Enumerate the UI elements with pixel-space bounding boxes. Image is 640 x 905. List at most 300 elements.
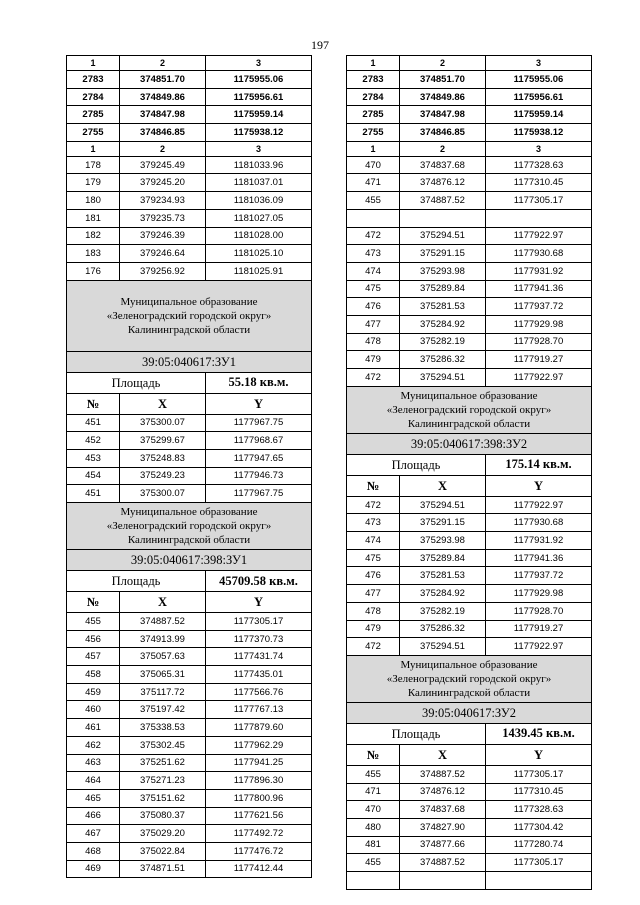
municipality-heading [347, 655, 592, 702]
y-coordinate-cell: 1177947.65 [206, 449, 312, 467]
y-coordinate-cell: 1177929.98 [486, 315, 592, 333]
coordinate-column-headers [347, 475, 592, 496]
y-coordinate-cell: 1177930.68 [486, 245, 592, 263]
point-number-cell: 466 [67, 807, 120, 825]
point-number-cell: 480 [347, 818, 400, 836]
y-coordinate-cell: 1177931.92 [486, 262, 592, 280]
area-value: 1439.45 кв.м. [486, 723, 592, 744]
point-number-cell: 2755 [67, 124, 120, 142]
y-coordinate-cell: 1177941.36 [486, 549, 592, 567]
x-coordinate-cell: 375293.98 [400, 532, 486, 550]
x-coordinate-cell: 375282.19 [400, 333, 486, 351]
table-row [347, 124, 592, 142]
x-coordinate-cell: 374847.98 [120, 106, 206, 124]
table-row [67, 192, 312, 210]
table-row [67, 630, 312, 648]
municipality-line: Калининградской области [127, 323, 251, 336]
x-coordinate-cell: 374871.51 [120, 860, 206, 878]
y-coordinate-cell: 1177967.75 [206, 485, 312, 503]
x-coordinate-cell: 379246.39 [120, 227, 206, 245]
table-row [67, 209, 312, 227]
x-coordinate-cell: 375294.51 [400, 369, 486, 387]
left-coordinate-table [66, 55, 311, 878]
column-number-header [347, 56, 592, 71]
table-row [67, 825, 312, 843]
y-coordinate-cell: 1177328.63 [486, 156, 592, 174]
x-coordinate-cell: 374876.12 [400, 783, 486, 801]
y-coordinate-cell: 1177431.74 [206, 648, 312, 666]
y-coordinate-cell: 1177922.97 [486, 496, 592, 514]
x-coordinate-cell: 375151.62 [120, 789, 206, 807]
point-number-cell: 452 [67, 432, 120, 450]
table-row [347, 783, 592, 801]
table-row [67, 262, 312, 280]
x-coordinate-cell: 375291.15 [400, 514, 486, 532]
point-number-cell: 455 [347, 765, 400, 783]
table-row [67, 666, 312, 684]
table-row [347, 854, 592, 872]
table-row [347, 351, 592, 369]
y-coordinate-cell: 1175956.61 [206, 88, 312, 106]
y-header: Y [206, 592, 312, 613]
point-number-cell: 455 [347, 854, 400, 872]
x-coordinate-cell: 375302.45 [120, 736, 206, 754]
point-number-cell: 469 [67, 860, 120, 878]
table-row [67, 71, 312, 89]
y-coordinate-cell: 1177922.97 [486, 369, 592, 387]
municipality-line: Калининградской области [407, 417, 531, 430]
municipality-line: Муниципальное образование [120, 295, 258, 308]
point-number-cell: 468 [67, 842, 120, 860]
table-row [67, 701, 312, 719]
area-row [347, 723, 592, 744]
y-coordinate-cell: 1177937.72 [486, 298, 592, 316]
table-row [67, 736, 312, 754]
point-number-cell: 477 [347, 585, 400, 603]
table-row [347, 298, 592, 316]
municipality-line: «Зеленоградский городской округ» [386, 403, 552, 416]
point-number-cell: 182 [67, 227, 120, 245]
y-coordinate-cell: 1177962.29 [206, 736, 312, 754]
y-coordinate-cell: 1177937.72 [486, 567, 592, 585]
municipality-line: «Зеленоградский городской округ» [386, 672, 552, 685]
x-coordinate-cell: 374847.98 [400, 106, 486, 124]
table-row [347, 88, 592, 106]
blank-row [347, 872, 592, 890]
y-coordinate-cell: 1177767.13 [206, 701, 312, 719]
table-row [347, 71, 592, 89]
point-number-cell: 461 [67, 719, 120, 737]
point-number-cell: 479 [347, 351, 400, 369]
x-coordinate-cell: 374849.86 [400, 88, 486, 106]
municipality-line: Муниципальное образование [120, 506, 258, 518]
table-row [347, 620, 592, 638]
point-number-cell: 474 [347, 262, 400, 280]
x-coordinate-cell: 375294.51 [400, 227, 486, 245]
y-coordinate-cell: 1177968.67 [206, 432, 312, 450]
point-number-cell: 176 [67, 262, 120, 280]
y-coordinate-cell: 1175955.06 [206, 71, 312, 89]
x-coordinate-cell: 375286.32 [400, 351, 486, 369]
table-row [67, 432, 312, 450]
y-coordinate-cell: 1181028.00 [206, 227, 312, 245]
x-coordinate-cell: 375338.53 [120, 719, 206, 737]
cadastral-row [347, 433, 592, 454]
y-coordinate-cell: 1177800.96 [206, 789, 312, 807]
table-row [347, 315, 592, 333]
x-coordinate-cell: 375057.63 [120, 648, 206, 666]
point-number-cell: 475 [347, 549, 400, 567]
area-value: 55.18 кв.м. [206, 372, 312, 393]
point-number-cell: 478 [347, 602, 400, 620]
x-coordinate-cell: 374887.52 [120, 613, 206, 631]
point-number-cell: 465 [67, 789, 120, 807]
point-number-cell: 458 [67, 666, 120, 684]
x-coordinate-cell: 374827.90 [400, 818, 486, 836]
column-number-header [67, 141, 312, 156]
point-number-cell: 476 [347, 567, 400, 585]
table-row [347, 638, 592, 656]
x-coordinate-cell: 374913.99 [120, 630, 206, 648]
empty-cell [347, 209, 400, 227]
point-number-cell: 472 [347, 638, 400, 656]
x-coordinate-cell: 374846.85 [120, 124, 206, 142]
x-coordinate-cell: 375299.67 [120, 432, 206, 450]
column-number: 3 [206, 56, 312, 71]
y-coordinate-cell: 1177305.17 [206, 613, 312, 631]
y-coordinate-cell: 1177879.60 [206, 719, 312, 737]
x-coordinate-cell: 375248.83 [120, 449, 206, 467]
table-row [347, 567, 592, 585]
point-number-cell: 2785 [347, 106, 400, 124]
point-number-cell: 476 [347, 298, 400, 316]
point-number-cell: 178 [67, 156, 120, 174]
point-number-cell: 472 [347, 369, 400, 387]
table-row [67, 106, 312, 124]
area-label: Площадь [67, 571, 206, 592]
x-coordinate-cell: 374851.70 [400, 71, 486, 89]
x-coordinate-cell: 374877.66 [400, 836, 486, 854]
number-header: № [67, 592, 120, 613]
table-row [347, 818, 592, 836]
municipality-heading [67, 280, 312, 351]
point-number-cell: 2755 [347, 124, 400, 142]
point-number-cell: 470 [347, 801, 400, 819]
empty-cell [486, 872, 592, 890]
x-coordinate-cell: 375029.20 [120, 825, 206, 843]
point-number-cell: 463 [67, 754, 120, 772]
table-row [347, 192, 592, 210]
y-coordinate-cell: 1177919.27 [486, 620, 592, 638]
table-row [67, 124, 312, 142]
x-header: X [400, 475, 486, 496]
table-row [67, 648, 312, 666]
column-number: 3 [486, 141, 592, 156]
table-row [67, 156, 312, 174]
y-coordinate-cell: 1177621.56 [206, 807, 312, 825]
y-coordinate-cell: 1177412.44 [206, 860, 312, 878]
point-number-cell: 454 [67, 467, 120, 485]
y-coordinate-cell: 1175938.12 [486, 124, 592, 142]
cadastral-number: 39:05:040617:ЗУ2 [347, 702, 592, 723]
x-coordinate-cell: 375294.51 [400, 496, 486, 514]
column-number: 2 [120, 141, 206, 156]
right-coordinate-table [346, 55, 591, 890]
point-number-cell: 472 [347, 227, 400, 245]
point-number-cell: 462 [67, 736, 120, 754]
table-row [67, 754, 312, 772]
cadastral-row [67, 351, 312, 372]
area-value: 45709.58 кв.м. [206, 571, 312, 592]
y-coordinate-cell: 1177435.01 [206, 666, 312, 684]
page-number: 197 [311, 38, 329, 52]
table-row [347, 496, 592, 514]
y-header: Y [486, 744, 592, 765]
point-number-cell: 451 [67, 485, 120, 503]
y-coordinate-cell: 1181025.10 [206, 245, 312, 263]
table-row [347, 549, 592, 567]
y-coordinate-cell: 1177566.76 [206, 683, 312, 701]
number-header: № [347, 744, 400, 765]
number-header: № [347, 475, 400, 496]
x-coordinate-cell: 375022.84 [120, 842, 206, 860]
table-row [347, 836, 592, 854]
table-row [347, 765, 592, 783]
point-number-cell: 459 [67, 683, 120, 701]
point-number-cell: 457 [67, 648, 120, 666]
x-coordinate-cell: 375289.84 [400, 549, 486, 567]
table-row [347, 801, 592, 819]
y-coordinate-cell: 1177304.42 [486, 818, 592, 836]
table-row [67, 772, 312, 790]
point-number-cell: 183 [67, 245, 120, 263]
y-coordinate-cell: 1177919.27 [486, 351, 592, 369]
area-value: 175.14 кв.м. [486, 454, 592, 475]
area-row [67, 372, 312, 393]
point-number-cell: 472 [347, 496, 400, 514]
x-coordinate-cell: 375291.15 [400, 245, 486, 263]
table-row [347, 602, 592, 620]
x-coordinate-cell: 379245.20 [120, 174, 206, 192]
x-coordinate-cell: 375271.23 [120, 772, 206, 790]
coordinate-column-headers [67, 592, 312, 613]
point-number-cell: 467 [67, 825, 120, 843]
y-coordinate-cell: 1177922.97 [486, 227, 592, 245]
column-number: 1 [67, 141, 120, 156]
x-coordinate-cell: 375300.07 [120, 414, 206, 432]
point-number-cell: 455 [67, 613, 120, 631]
municipality-line: «Зеленоградский городской округ» [106, 520, 272, 532]
y-coordinate-cell: 1177305.17 [486, 192, 592, 210]
y-coordinate-cell: 1177928.70 [486, 333, 592, 351]
point-number-cell: 470 [347, 156, 400, 174]
table-row [67, 719, 312, 737]
x-coordinate-cell: 374876.12 [400, 174, 486, 192]
area-row [67, 571, 312, 592]
point-number-cell: 2784 [347, 88, 400, 106]
x-coordinate-cell: 375065.31 [120, 666, 206, 684]
y-coordinate-cell: 1181027.05 [206, 209, 312, 227]
y-coordinate-cell: 1175938.12 [206, 124, 312, 142]
point-number-cell: 473 [347, 514, 400, 532]
x-coordinate-cell: 375197.42 [120, 701, 206, 719]
y-coordinate-cell: 1177941.25 [206, 754, 312, 772]
empty-cell [347, 872, 400, 890]
area-label: Площадь [347, 723, 486, 744]
y-coordinate-cell: 1177492.72 [206, 825, 312, 843]
x-coordinate-cell: 379256.92 [120, 262, 206, 280]
blank-row [347, 209, 592, 227]
y-coordinate-cell: 1175959.14 [486, 106, 592, 124]
table-row [67, 449, 312, 467]
x-coordinate-cell: 375294.51 [400, 638, 486, 656]
point-number-cell: 179 [67, 174, 120, 192]
x-coordinate-cell: 375300.07 [120, 485, 206, 503]
municipality-line: Калининградской области [127, 534, 251, 546]
x-coordinate-cell: 375293.98 [400, 262, 486, 280]
municipality-row [67, 503, 312, 550]
x-header: X [400, 744, 486, 765]
x-coordinate-cell: 375286.32 [400, 620, 486, 638]
y-coordinate-cell: 1175955.06 [486, 71, 592, 89]
municipality-row [67, 280, 312, 351]
cadastral-number: 39:05:040617:398:ЗУ1 [67, 550, 312, 571]
table-row [67, 88, 312, 106]
y-coordinate-cell: 1177928.70 [486, 602, 592, 620]
cadastral-row [347, 702, 592, 723]
municipality-heading [347, 386, 592, 433]
point-number-cell: 481 [347, 836, 400, 854]
municipality-line: Муниципальное образование [400, 658, 538, 671]
x-coordinate-cell: 375281.53 [400, 567, 486, 585]
y-coordinate-cell: 1177967.75 [206, 414, 312, 432]
x-coordinate-cell: 374887.52 [400, 854, 486, 872]
column-number: 1 [67, 56, 120, 71]
x-coordinate-cell: 375289.84 [400, 280, 486, 298]
cadastral-number: 39:05:040617:ЗУ1 [67, 351, 312, 372]
table-row [67, 227, 312, 245]
table-row [347, 106, 592, 124]
column-number-header [67, 56, 312, 71]
municipality-line: «Зеленоградский городской округ» [106, 309, 272, 322]
y-coordinate-cell: 1177310.45 [486, 783, 592, 801]
table-row [67, 613, 312, 631]
y-coordinate-cell: 1175956.61 [486, 88, 592, 106]
table-row [67, 860, 312, 878]
x-coordinate-cell: 374846.85 [400, 124, 486, 142]
y-coordinate-cell: 1177930.68 [486, 514, 592, 532]
point-number-cell: 2783 [347, 71, 400, 89]
table-row [347, 174, 592, 192]
table-row [67, 174, 312, 192]
point-number-cell: 453 [67, 449, 120, 467]
point-number-cell: 2785 [67, 106, 120, 124]
y-header: Y [206, 393, 312, 414]
municipality-row [347, 655, 592, 702]
table-row [67, 245, 312, 263]
table-row [347, 156, 592, 174]
coordinate-column-headers [347, 744, 592, 765]
y-coordinate-cell: 1181033.96 [206, 156, 312, 174]
area-row [347, 454, 592, 475]
point-number-cell: 478 [347, 333, 400, 351]
x-coordinate-cell: 375282.19 [400, 602, 486, 620]
x-coordinate-cell: 374887.52 [400, 765, 486, 783]
empty-cell [400, 209, 486, 227]
municipality-line: Калининградской области [407, 686, 531, 699]
point-number-cell: 2784 [67, 88, 120, 106]
table-row [347, 532, 592, 550]
y-coordinate-cell: 1177305.17 [486, 854, 592, 872]
coordinate-table [346, 55, 592, 890]
y-coordinate-cell: 1181025.91 [206, 262, 312, 280]
y-coordinate-cell: 1177476.72 [206, 842, 312, 860]
table-row [67, 842, 312, 860]
point-number-cell: 474 [347, 532, 400, 550]
x-coordinate-cell: 374887.52 [400, 192, 486, 210]
x-coordinate-cell: 374837.68 [400, 801, 486, 819]
x-coordinate-cell: 375080.37 [120, 807, 206, 825]
point-number-cell: 471 [347, 174, 400, 192]
x-header: X [120, 592, 206, 613]
point-number-cell: 471 [347, 783, 400, 801]
table-row [347, 262, 592, 280]
table-row [347, 280, 592, 298]
table-row [67, 467, 312, 485]
point-number-cell: 464 [67, 772, 120, 790]
cadastral-number: 39:05:040617:398:ЗУ2 [347, 433, 592, 454]
y-coordinate-cell: 1177370.73 [206, 630, 312, 648]
point-number-cell: 473 [347, 245, 400, 263]
municipality-heading [67, 503, 312, 550]
table-row [347, 227, 592, 245]
table-row [347, 585, 592, 603]
municipality-row [347, 386, 592, 433]
x-coordinate-cell: 374837.68 [400, 156, 486, 174]
x-coordinate-cell: 375251.62 [120, 754, 206, 772]
table-row [67, 414, 312, 432]
x-header: X [120, 393, 206, 414]
table-row [67, 485, 312, 503]
y-coordinate-cell: 1181036.09 [206, 192, 312, 210]
table-row [347, 369, 592, 387]
table-row [347, 514, 592, 532]
x-coordinate-cell: 379235.73 [120, 209, 206, 227]
column-number: 2 [400, 56, 486, 71]
x-coordinate-cell: 374851.70 [120, 71, 206, 89]
y-coordinate-cell: 1177280.74 [486, 836, 592, 854]
area-label: Площадь [67, 372, 206, 393]
point-number-cell: 451 [67, 414, 120, 432]
y-coordinate-cell: 1177310.45 [486, 174, 592, 192]
point-number-cell: 181 [67, 209, 120, 227]
point-number-cell: 460 [67, 701, 120, 719]
x-coordinate-cell: 375281.53 [400, 298, 486, 316]
x-coordinate-cell: 375249.23 [120, 467, 206, 485]
x-coordinate-cell: 379246.64 [120, 245, 206, 263]
point-number-cell: 475 [347, 280, 400, 298]
empty-cell [486, 209, 592, 227]
point-number-cell: 479 [347, 620, 400, 638]
cadastral-row [67, 550, 312, 571]
y-coordinate-cell: 1175959.14 [206, 106, 312, 124]
x-coordinate-cell: 375117.72 [120, 683, 206, 701]
y-header: Y [486, 475, 592, 496]
empty-cell [400, 872, 486, 890]
area-label: Площадь [347, 454, 486, 475]
table-row [67, 789, 312, 807]
point-number-cell: 477 [347, 315, 400, 333]
